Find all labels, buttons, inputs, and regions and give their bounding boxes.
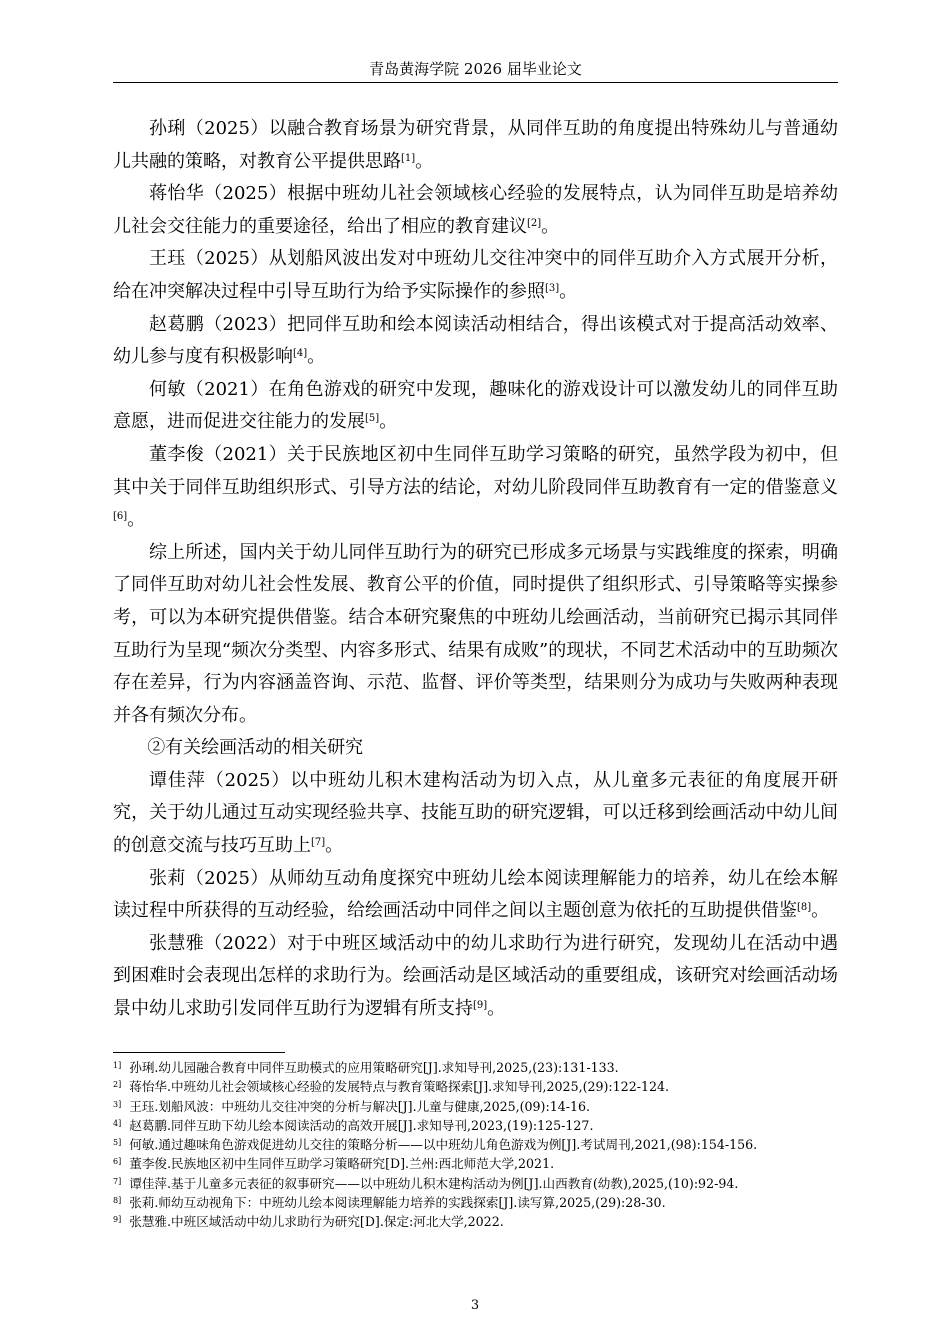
- footnote-item: $^{6]}$ 董李俊.民族地区初中生同伴互助学习策略研究[D].兰州:西北师范大学,2021.: [113, 1156, 555, 1172]
- paragraph: 董李俊（2021）关于民族地区初中生同伴互助学习策略的研究，虽然学段为初中，但其中关于同伴互助组织形式、引导方法的结论，对幼儿阶段同伴互助教育有一定的借鉴意义[6]。: [113, 443, 838, 531]
- main-body: [113, 113, 838, 1026]
- paragraph: 张莉（2025）从师幼互动角度探究中班幼儿绘本阅读理解能力的培养，幼儿在绘本解读过程中所获得的互动经验，给绘画活动中同伴之间以主题创意为依托的互助提供借鉴[8]。: [113, 867, 838, 922]
- section-subheading: ②有关绘画活动的相关研究: [147, 737, 364, 759]
- footnote-item: $^{4]}$ 赵葛鹏.同伴互助下幼儿绘本阅读活动的高效开展[J].求知导刊,2023,(19):125-127.: [113, 1117, 594, 1133]
- footnotes: [113, 1058, 838, 1232]
- citation-ref[interactable]: [4]: [293, 348, 308, 360]
- citation-ref[interactable]: [6]: [113, 511, 128, 523]
- footnote-item: $^{3]}$ 王珏.划船风波：中班幼儿交往冲突的分析与解决[J].儿童与健康,2025,(09):14-16.: [113, 1098, 591, 1114]
- citation-ref[interactable]: [3]: [545, 282, 560, 294]
- citation-ref[interactable]: [7]: [311, 837, 326, 849]
- paragraph: 王珏（2025）从划船风波出发对中班幼儿交往冲突中的同伴互助介入方式展开分析，给在冲突解决过程中引导互助行为给予实际操作的参照[3]。: [113, 248, 838, 302]
- footnote-item: $^{5]}$ 何敏.通过趣味角色游戏促进幼儿交往的策略分析——以中班幼儿角色游戏为例[J].考试周刊,2021,(98):154-156.: [113, 1137, 758, 1153]
- paragraph-summary: 综上所述，国内关于幼儿同伴互助行为的研究已形成多元场景与实践维度的探索，明确了同伴互助对幼儿社会性发展、教育公平的价值，同时提供了组织形式、引导策略等实操参考，可以为本研究提供借鉴。结合本研究聚焦的中班幼儿绘画活动，当前研究已揭示其同伴互助行为呈现“频次分类型、内容多形式、结果有成败”的现状，不同艺术活动中的互助频次存在差异，行为内容涵盖咨询、示范、监督、评价等类型，结果则分为成功与失败两种表现并各有频次分布。: [113, 541, 838, 726]
- paragraph: 谭佳萍（2025）以中班幼儿积木建构活动为切入点，从儿童多元表征的角度展开研究，关于幼儿通过互动实现经验共享、技能互助的研究逻辑，可以迁移到绘画活动中幼儿间的创意交流与技巧互助上[7]。: [113, 769, 838, 857]
- paragraph: 蒋怡华（2025）根据中班幼儿社会领域核心经验的发展特点，认为同伴互助是培养幼儿社会交往能力的重要途径，给出了相应的教育建议[2]。: [113, 183, 838, 237]
- citation-ref[interactable]: [9]: [473, 1000, 488, 1012]
- citation-ref[interactable]: [8]: [797, 902, 812, 914]
- page-header: [113, 58, 838, 83]
- paragraph: 孙琍（2025）以融合教育场景为研究背景，从同伴互助的角度提出特殊幼儿与普通幼儿共融的策略，对教育公平提供思路[1]。: [113, 118, 838, 172]
- footnote-item: $^{7]}$ 谭佳萍.基于儿童多元表征的叙事研究——以中班幼儿积木建构活动为例[J].山西教育(幼教),2025,(10):92-94.: [113, 1175, 739, 1191]
- footnote-item: $^{8]}$ 张莉.师幼互动视角下：中班幼儿绘本阅读理解能力培养的实践探索[J].读写算,2025,(29):28-30.: [113, 1195, 666, 1211]
- paragraph: 何敏（2021）在角色游戏的研究中发现，趣味化的游戏设计可以激发幼儿的同伴互助意愿，进而促进交往能力的发展[5]。: [113, 378, 838, 433]
- footnote-item: $^{2]}$ 蒋怡华.中班幼儿社会领域核心经验的发展特点与教育策略探索[J].求知导刊,2025,(29):122-124.: [113, 1079, 670, 1095]
- header-title: 青岛黄海学院 2026 届毕业论文: [369, 60, 582, 78]
- citation-ref[interactable]: [1]: [401, 152, 416, 164]
- footnote-separator: [113, 1052, 285, 1053]
- footnote-item: $^{9]}$ 张慧雅.中班区域活动中幼儿求助行为研究[D].保定:河北大学,2022.: [113, 1214, 504, 1230]
- footnote-item: $^{1]}$ 孙琍.幼儿园融合教育中同伴互助模式的应用策略研究[J].求知导刊,2025,(23):131-133.: [113, 1060, 619, 1075]
- page-number: 3: [470, 1298, 480, 1313]
- paragraph: 张慧雅（2022）对于中班区域活动中的幼儿求助行为进行研究，发现幼儿在活动中遇到困难时会表现出怎样的求助行为。绘画活动是区域活动的重要组成，该研究对绘画活动场景中幼儿求助引发同伴互助行为逻辑有所支持[9]。: [113, 932, 838, 1020]
- citation-ref[interactable]: [2]: [527, 217, 542, 229]
- paragraph: 赵葛鹏（2023）把同伴互助和绘本阅读活动相结合，得出该模式对于提高活动效率、幼儿参与度有积极影响[4]。: [113, 313, 838, 368]
- citation-ref[interactable]: [5]: [365, 413, 380, 425]
